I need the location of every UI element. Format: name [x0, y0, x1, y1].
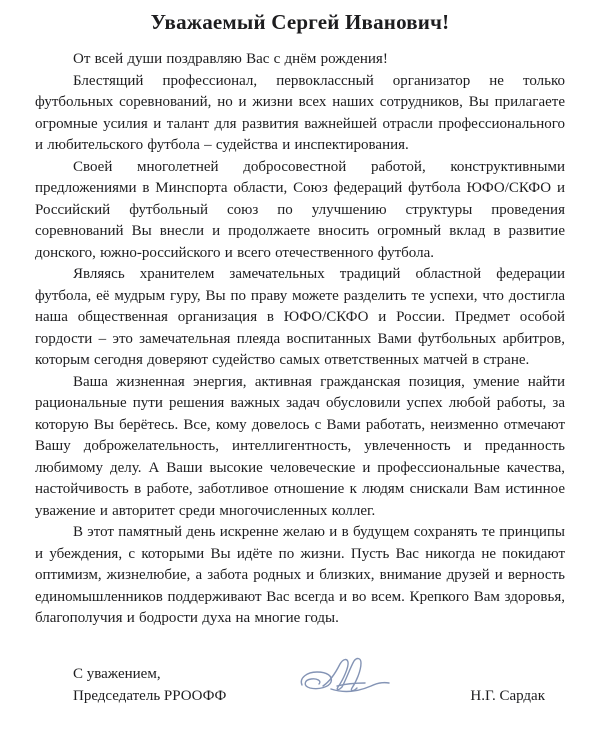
signer-name: Н.Г. Сардак [470, 687, 545, 704]
paragraph-qualities: Ваша жизненная энергия, активная гражданская позиция, умение найти рациональные пути решения важных задач обусловили успех любой работы, за которую Вы берётесь. Все, кому довелось с Вами работать, неизменно отмечают Вашу доброжелательность, интеллигентность, увлеченность и преданность любимому делу. А Ваши высокие человеческие и профессиональные качества, настойчивость в работе, заботливое отношение к людям снискали Вам истинное уважение и авторитет среди многочисленных коллег. [35, 373, 565, 519]
letter-title: Уважаемый Сергей Иванович! [150, 10, 450, 34]
paragraph-professional: Блестящий профессионал, первоклассный организатор не только футбольных соревнований, но и жизни всех наших сотрудников, Вы прилагаете огромные усилия и талант для развития важнейшей отрасли профессионального и любительского футбола – судейства и инспектирования. [35, 72, 565, 153]
letter-body [35, 49, 565, 630]
closing-salutation: С уважением, [73, 666, 161, 682]
signature-strokes [302, 658, 390, 691]
closing-block [35, 652, 565, 708]
paragraph-traditions: Являясь хранителем замечательных традиций областной федерации футбола, её мудрым гуру, Вы по праву можете разделить те успехи, что достигла наша общественная организация в ЮФО/СКФО и России. Предмет особой гордости – это замечательная плеяда воспитанных Вами футбольных арбитров, которым сегодня доверяют судейство самых ответственных матчей в стране. [35, 266, 565, 368]
handwritten-signature-icon [293, 656, 403, 712]
paragraph-wishes: В этот памятный день искренне желаю и в будущем сохранять те принципы и убеждения, с которыми Вы идёте по жизни. Пусть Вас никогда не покидают оптимизм, жизнелюбие, а забота родных и близких, внимание друзей и верность единомышленников поддерживают Вас всегда и во всем. Крепкого Вам здоровья, благополучия и бодрости духа на многие годы. [35, 524, 565, 626]
closing-left [73, 664, 226, 707]
paragraph-contribution: Своей многолетней добросовестной работой, конструктивными предложениями в Минспорта области, Союз федераций футбола ЮФО/СКФО и Российский футбольный союз по улучшению структуры проведения соревнований Вы внесли и продолжаете вносить огромный вклад в развитие донского, южно-российского и всего отечественного футбола. [35, 158, 565, 261]
paragraph-greeting: От всей души поздравляю Вас с днём рождения! [73, 51, 388, 67]
closing-position: Председатель РРООФФ [73, 687, 227, 704]
